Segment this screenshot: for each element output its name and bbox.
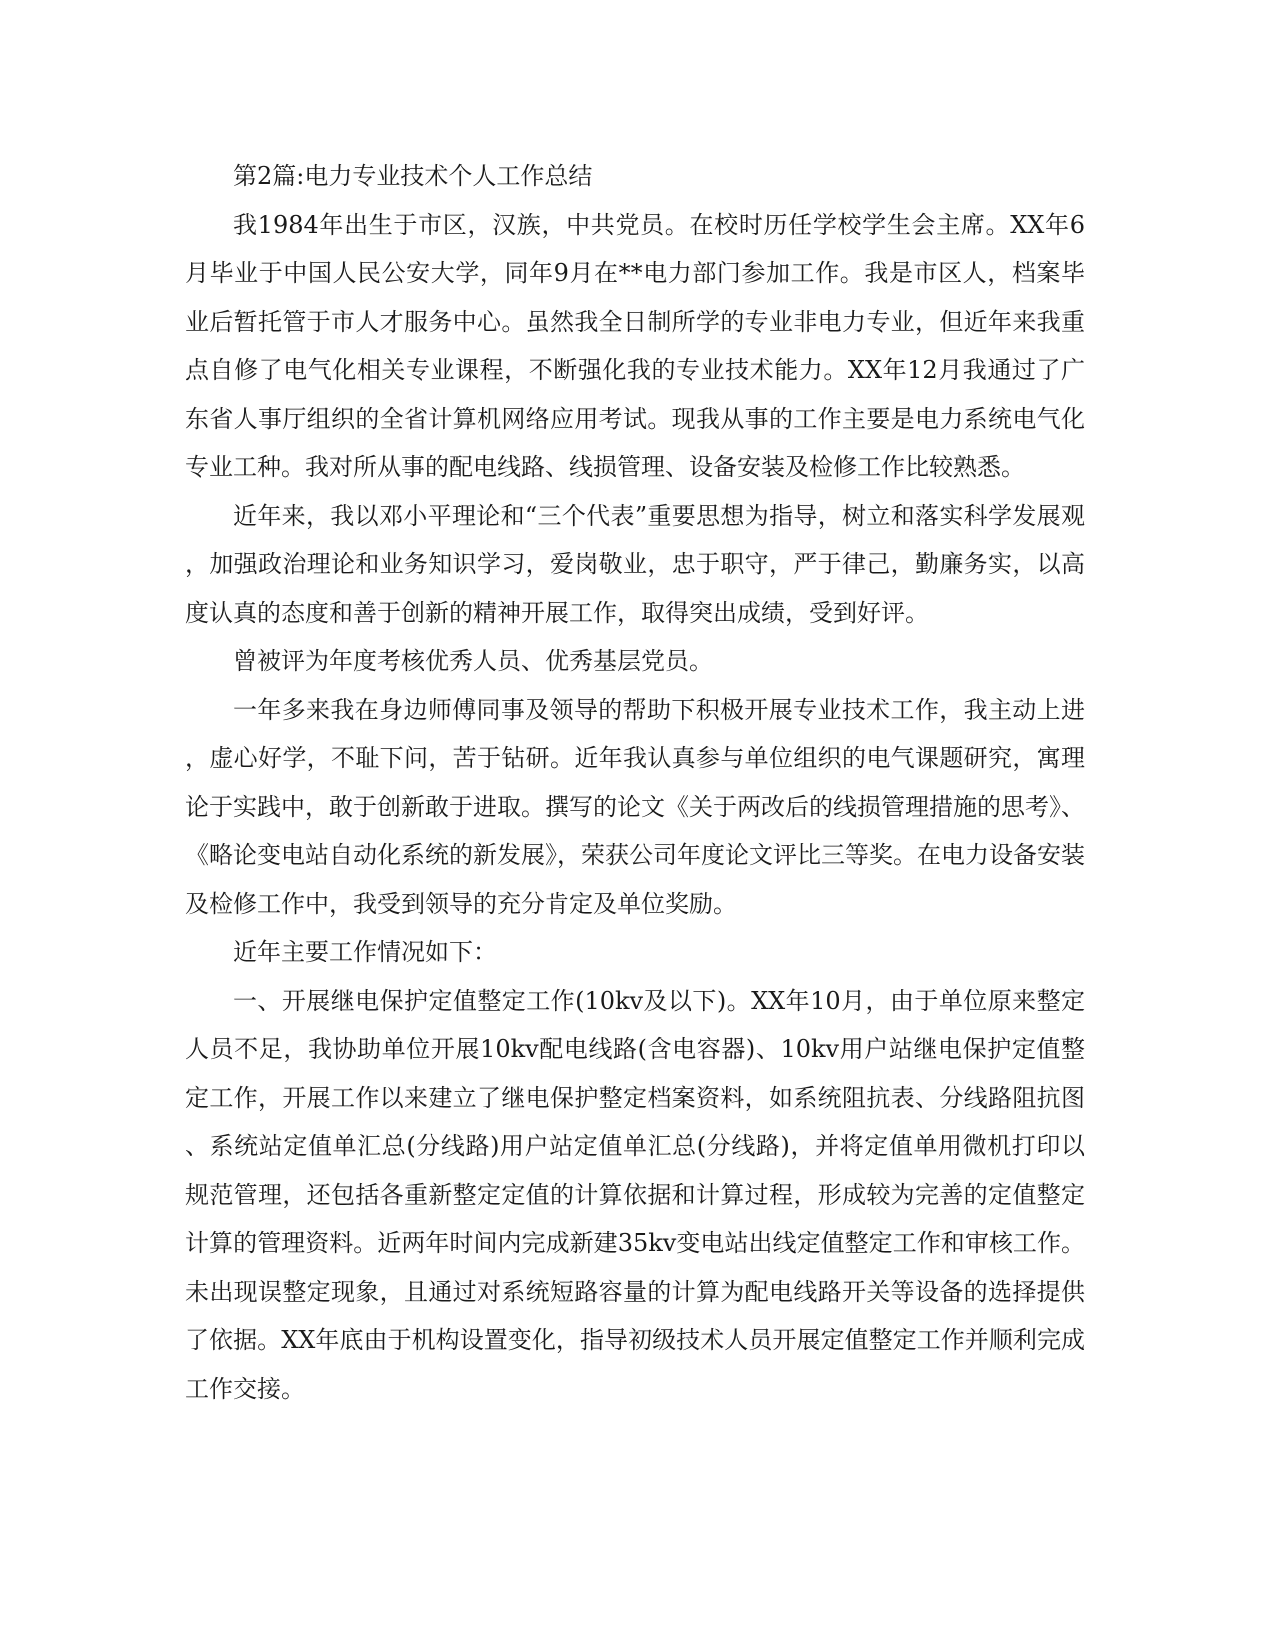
paragraph-honors: 曾被评为年度考核优秀人员、优秀基层党员。: [233, 647, 713, 675]
paragraph-technical-work: 一年多来我在身边师傅同事及领导的帮助下积极开展专业技术工作，我主动上进，虚心好学，不耻下问，苦于钻研。近年我认真参与单位组织的电气课题研究，寓理论于实践中，敢于创新敢于进取。撰写的论文《关于两改后的线损管理措施的思考》、《略论变电站自动化系统的新发展》，荣获公司年度论文评比三等奖。在电力设备安装及检修工作中，我受到领导的充分肯定及单位奖励。: [185, 695, 1085, 918]
paragraph-main-work-intro: 近年主要工作情况如下：: [233, 938, 497, 966]
document-title: 第2篇:电力专业技术个人工作总结: [233, 162, 593, 190]
paragraph-relay-protection: 一、开展继电保护定值整定工作(10kv及以下)。XX年10月，由于单位原来整定人员不足，我协助单位开展10kv配电线路(含电容器)、10kv用户站继电保护定值整定工作，开展工作以来建立了继电保护整定档案资料，如系统阻抗表、分线路阻抗图、系统站定值单汇总(分线路)用户站定值单汇总(分线路)，并将定值单用微机打印以规范管理，还包括各重新整定定值的计算依据和计算过程，形成较为完善的定值整定计算的管理资料。近两年时间内完成新建35kv变电站出线定值整定工作和审核工作。未出现误整定现象，且通过对系统短路容量的计算为配电线路开关等设备的选择提供了依据。XX年底由于机构设置变化，指导初级技术人员开展定值整定工作并顺利完成工作交接。: [185, 986, 1085, 1403]
document-body: [185, 152, 1085, 1413]
paragraph-personal-background: 我1984年出生于市区，汉族，中共党员。在校时历任学校学生会主席。XX年6月毕业于中国人民公安大学，同年9月在**电力部门参加工作。我是市区人，档案毕业后暂托管于市人才服务中心。虽然我全日制所学的专业非电力专业，但近年来我重点自修了电气化相关专业课程，不断强化我的专业技术能力。XX年12月我通过了广东省人事厅组织的全省计算机网络应用考试。现我从事的工作主要是电力系统电气化专业工种。我对所从事的配电线路、线损管理、设备安装及检修工作比较熟悉。: [185, 210, 1085, 481]
paragraph-guiding-principles: 近年来，我以邓小平理论和“三个代表”重要思想为指导，树立和落实科学发展观，加强政治理论和业务知识学习，爱岗敬业，忠于职守，严于律己，勤廉务实，以高度认真的态度和善于创新的精神开展工作，取得突出成绩，受到好评。: [185, 501, 1085, 627]
